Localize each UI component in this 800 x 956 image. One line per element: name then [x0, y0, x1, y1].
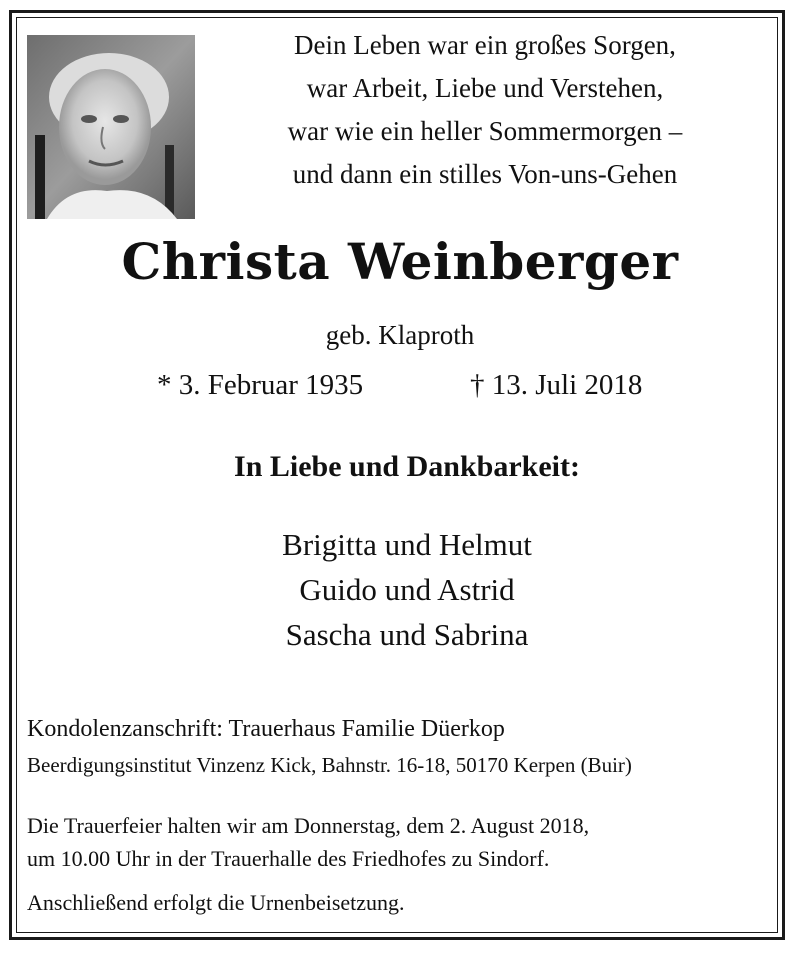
portrait-image: [27, 35, 195, 219]
poem-line: und dann ein stilles Von-uns-Gehen: [292, 159, 678, 189]
condolence-address-title: Kondolenzanschrift: Trauerhaus Familie Düerkop: [27, 716, 505, 742]
poem-line: war wie ein heller Sommermorgen –: [287, 116, 683, 146]
funeral-home-address: Beerdigungsinstitut Vinzenz Kick, Bahnstr. 16-18, 50170 Kerpen (Buir): [27, 753, 632, 777]
dedication-heading: In Liebe und Dankbarkeit:: [234, 450, 580, 483]
ceremony-notice: [27, 809, 589, 875]
portrait-photo: [27, 35, 195, 219]
death-date: † 13. Juli 2018: [470, 369, 643, 401]
mourner-entry: Sascha und Sabrina: [285, 617, 529, 652]
poem-line: war Arbeit, Liebe und Verstehen,: [306, 73, 664, 103]
ceremony-line: Die Trauerfeier halten wir am Donnerstag, dem 2. August 2018,: [27, 813, 590, 838]
deceased-name: Christa Weinberger: [121, 232, 679, 291]
mourner-entry: Guido und Astrid: [299, 572, 515, 607]
ceremony-line: um 10.00 Uhr in der Trauerhalle des Friedhofes zu Sindorf.: [27, 846, 550, 871]
mourner-entry: Brigitta und Helmut: [282, 527, 532, 562]
mourners-list: [0, 522, 800, 657]
interment-notice: Anschließend erfolgt die Urnenbeisetzung.: [27, 890, 405, 915]
poem-line: Dein Leben war ein großes Sorgen,: [294, 30, 676, 60]
birth-name: geb. Klaproth: [325, 320, 475, 350]
birth-date: * 3. Februar 1935: [157, 369, 364, 401]
memorial-poem: [205, 24, 765, 196]
